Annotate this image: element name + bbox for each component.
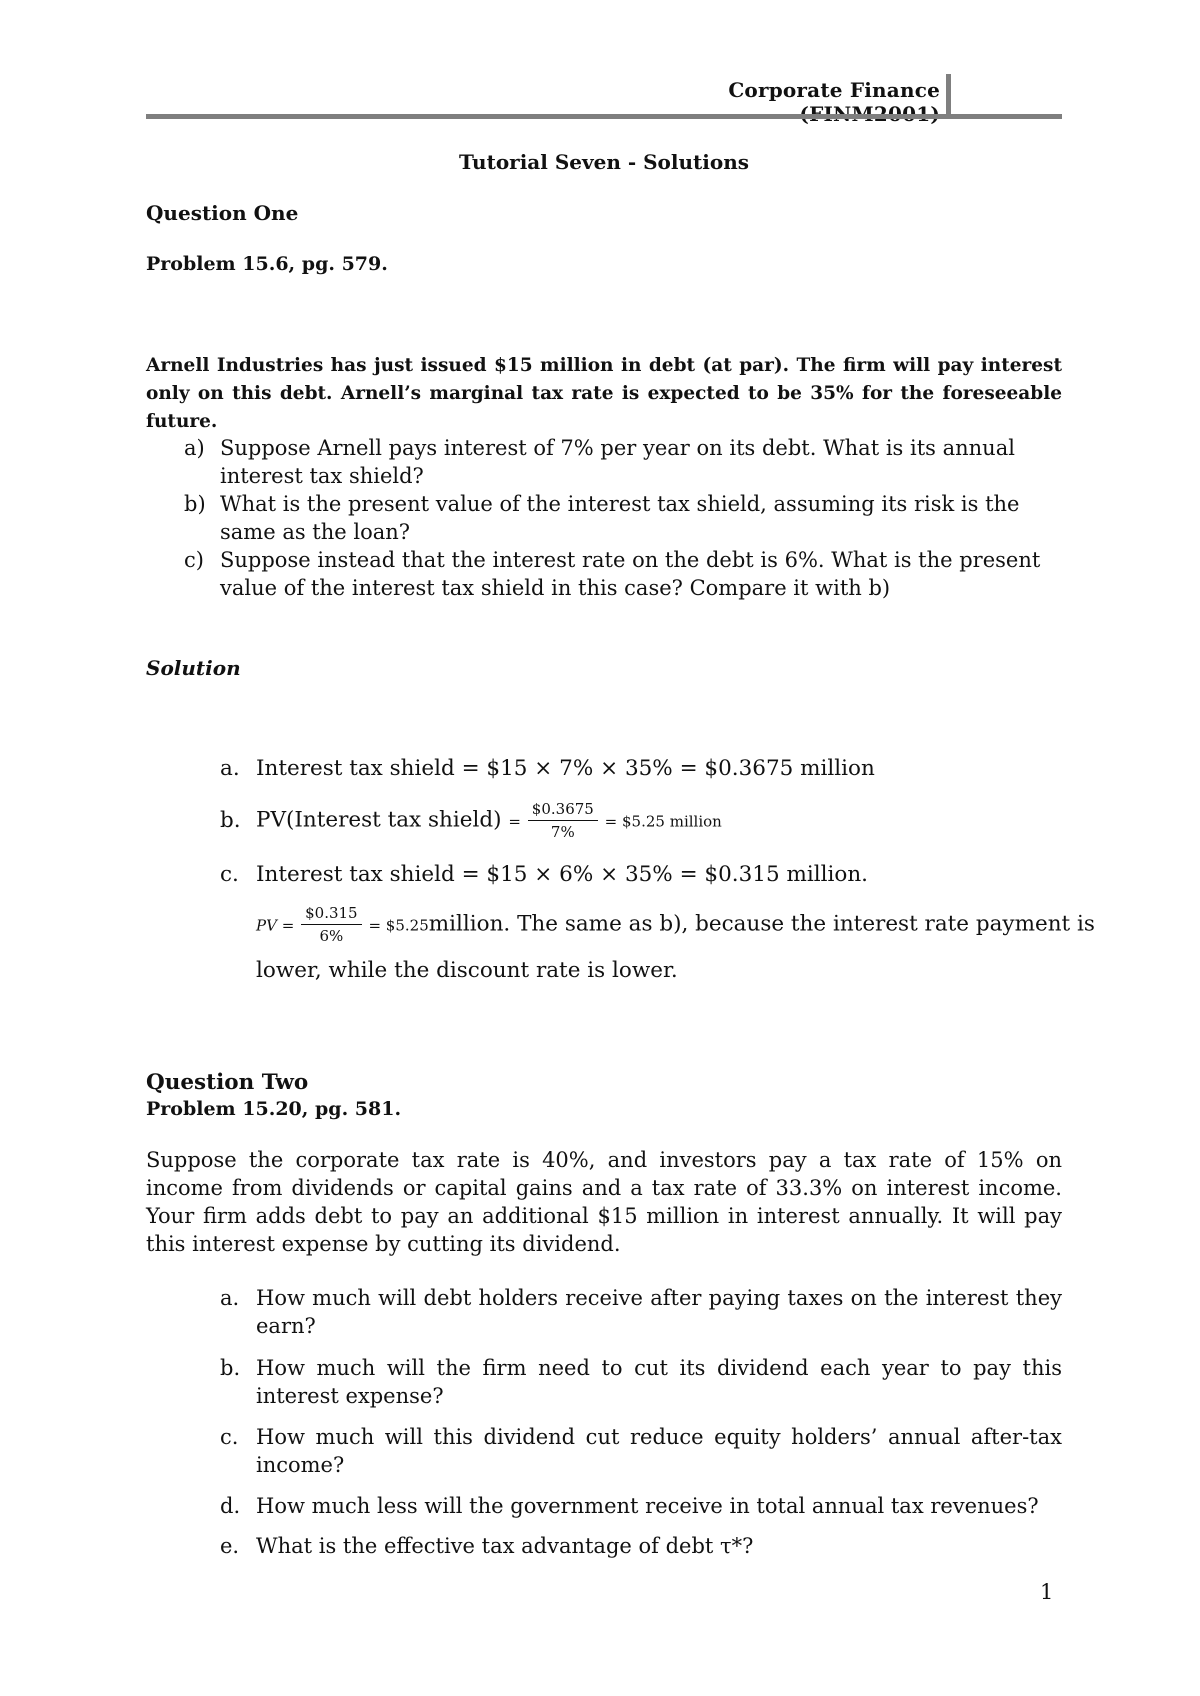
item-text: How much will this dividend cut reduce equity holders’ annual after-tax income? — [256, 1425, 1062, 1477]
solution-c-pv-label: PV = — [256, 916, 295, 935]
item-text: How much will debt holders receive after paying taxes on the interest they earn? — [256, 1286, 1062, 1338]
question-two-problem-ref: Problem 15.20, pg. 581. — [146, 1098, 402, 1120]
header-rule — [146, 114, 1062, 119]
solution-c-after: million. The same as b), because the interest rate payment is — [428, 911, 1095, 937]
item-text: How much less will the government receive in total annual tax revenues? — [256, 1494, 1039, 1518]
question-one-heading: Question One — [146, 201, 299, 225]
solution-b-denominator: 7% — [550, 823, 575, 841]
solution-b-fraction — [528, 800, 598, 841]
item-label: c) — [184, 548, 204, 572]
solution-c-cont-text: lower, while the discount rate is lower. — [256, 958, 678, 983]
solution-c-pv-formula — [256, 904, 1095, 945]
solution-c-text: Interest tax shield = $15 × 6% × 35% = $0.315 million. — [256, 862, 868, 887]
item-text: Suppose Arnell pays interest of 7% per year on its debt. What is its annual interest tax shield? — [220, 436, 1015, 488]
item-text: What is the present value of the interest tax shield, assuming its risk is the same as the loan? — [220, 492, 1020, 544]
item-label: b) — [184, 492, 206, 516]
solution-c-numerator: $0.315 — [301, 904, 362, 925]
page-title: Tutorial Seven - Solutions — [459, 150, 749, 174]
solution-b-prefix: PV(Interest tax shield) — [256, 807, 502, 833]
item-text: What is the effective tax advantage of debt τ*? — [256, 1534, 754, 1558]
solution-c-denominator: 6% — [319, 927, 344, 945]
item-label: e. — [220, 1534, 240, 1558]
header-vertical-bar — [946, 74, 951, 116]
item-text: Suppose instead that the interest rate on the debt is 6%. What is the present value of the interest tax shield in this case? Compare it with b) — [220, 548, 1041, 600]
solution-b-eq: = — [508, 812, 521, 831]
solution-b-label: b. — [220, 808, 241, 833]
item-label: b. — [220, 1356, 241, 1380]
question-one-problem-ref: Problem 15.6, pg. 579. — [146, 253, 388, 275]
solution-b-formula — [256, 800, 722, 841]
solution-a-label: a. — [220, 756, 240, 781]
item-label: d. — [220, 1494, 241, 1518]
solution-a-text: Interest tax shield = $15 × 7% × 35% = $0.3675 million — [256, 756, 875, 781]
solution-label: Solution — [146, 656, 241, 680]
item-label: c. — [220, 1425, 239, 1449]
solution-c-fraction — [301, 904, 362, 945]
solution-b-numerator: $0.3675 — [528, 800, 598, 821]
course-header: Corporate Finance — [728, 78, 940, 102]
item-label: a. — [220, 1286, 240, 1310]
item-text: How much will the firm need to cut its dividend each year to pay this interest expense? — [256, 1356, 1062, 1408]
question-two-heading: Question Two — [146, 1070, 309, 1095]
page-number: 1 — [1040, 1580, 1054, 1604]
solution-b-result: = $5.25 million — [604, 812, 722, 831]
question-two-intro: Suppose the corporate tax rate is 40%, and investors pay a tax rate of 15% on income from dividends or capital gains and a tax rate of 33.3% on interest income. Your firm adds debt to pay an additional $15 million in interest annually. It will pay this interest expense by cutting its dividend. — [146, 1148, 1062, 1256]
solution-c-result: = $5.25 — [368, 916, 429, 935]
solution-c-label: c. — [220, 862, 239, 887]
item-label: a) — [184, 436, 205, 460]
question-one-intro: Arnell Industries has just issued $15 million in debt (at par). The firm will pay interest only on this debt. Arnell’s marginal tax rate is expected to be 35% for the foreseeable future. — [146, 355, 1062, 432]
